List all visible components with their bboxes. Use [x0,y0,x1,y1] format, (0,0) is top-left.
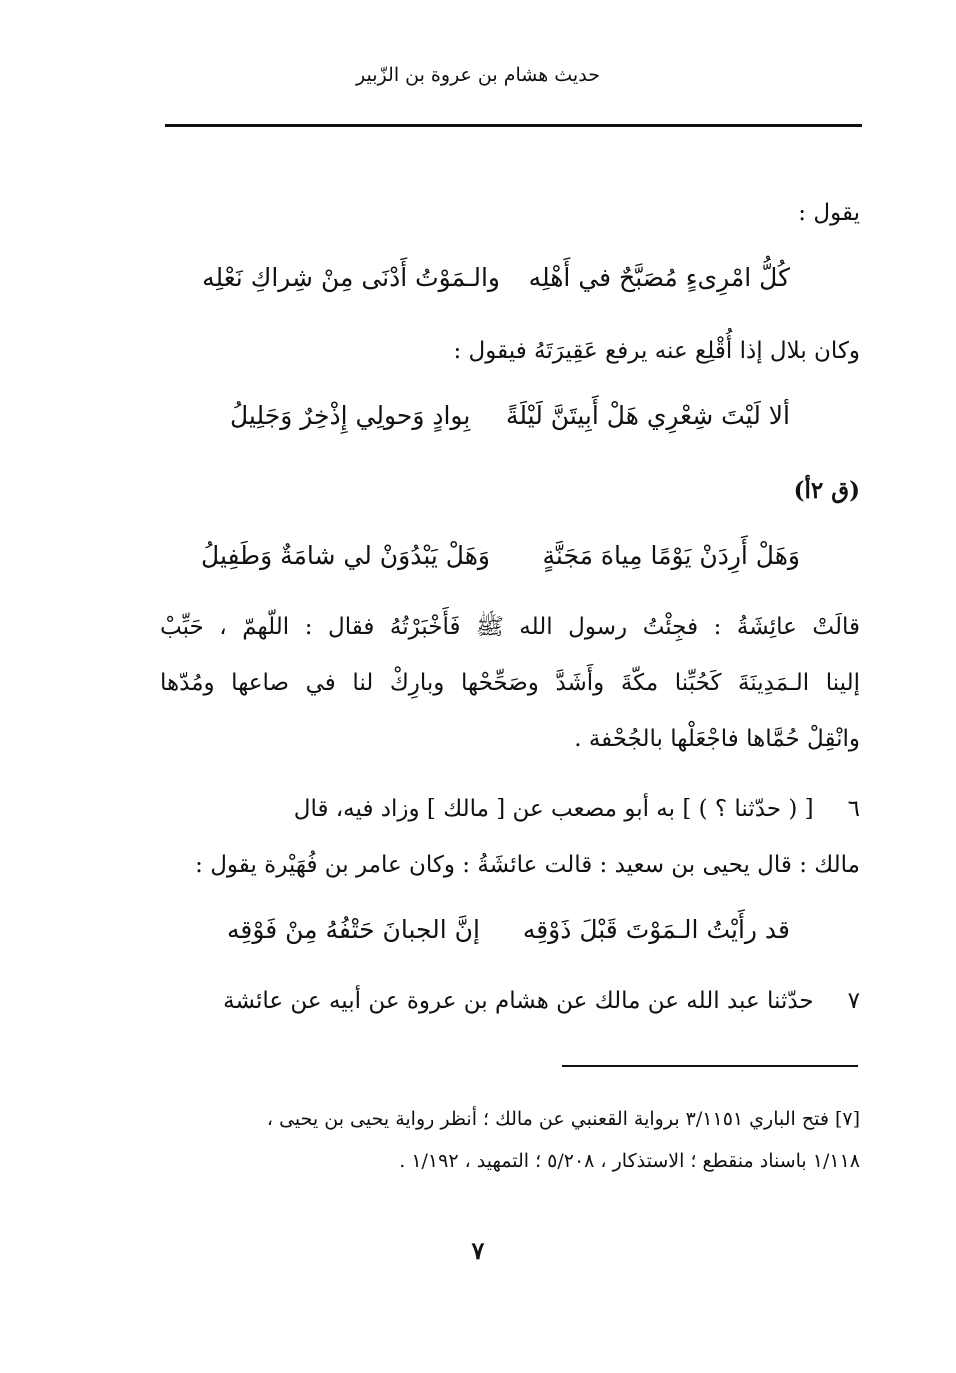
verse1-left-hemistich: والـمَوْتُ أَدْنَى مِنْ شِراكِ نَعْلِه [202,263,500,292]
footnote-rule [562,1065,858,1067]
footnote-line-2: ١/١١٨ باسناد منقطع ؛ الاستذكار ، ٥/٢٠٨ ؛ التمهيد ، ١/١٩٢ . [399,1150,860,1172]
aisha-line-3: وانْقِلْ حُمَّاها فاجْعَلْها بالجُحْفة . [574,726,860,752]
verse3-right-hemistich: وَهَلْ أَرِدَنْ يَوْمًا مِياهَ مَجَنَّةٍ [542,541,800,570]
verse4-left-hemistich: إنَّ الجبانَ حَتْفُهُ مِنْ فَوْقِه [226,915,480,944]
hadith-7-text: حدّثنا عبد الله عن مالك عن هشام بن عروة عن أبيه عن عائشة [223,988,814,1014]
running-title: حديث هشام بن عروة بن الزّبير [356,64,600,86]
hadith-6-number: ٦ [847,796,860,822]
folio-marker: (ق ٢أ) [793,477,860,504]
header-rule [165,124,862,127]
aisha-line-1: قالَتْ عائِشَةُ : فجِئْتُ رسول الله ﷺ فَأَخْبَرْتُهُ فقال : اللّهمّ ، حَبِّبْ [160,614,860,640]
verse4-right-hemistich: قد رأَيْتُ الـمَوْتَ قَبْلَ ذَوْقِه [522,915,790,944]
hadith-7-line [160,984,860,1018]
page-number: ٧ [471,1236,485,1265]
verse2-right-hemistich: ألا لَيْتَ شِعْرِي هَلْ أَبِيتَنَّ لَيْلَةً [506,401,790,430]
verse2-left-hemistich: بِوادٍ وَحولِي إِذْخِرٌ وَجَلِيلُ [230,401,471,430]
hadith-6-line-1 [160,792,860,826]
verse1-right-hemistich: كُلُّ امْرِىءٍ مُصَبَّحٌ في أَهْلِه [528,263,790,292]
aisha-line-2: إلينا الـمَدِينَةَ كَحُبِّنا مكّةَ وأَشَدَّ وصَحِّحْها وبارِكْ لنا في صاعها ومُدّها [160,670,860,696]
says-label: يقول : [798,200,860,226]
footnote-line-1: [٧] فتح الباري ٣/١١٥١ برواية القعنبي عن مالك ؛ أنظر رواية يحيى بن يحيى ، [266,1108,860,1130]
hadith-6-line-2: مالك : قال يحيى بن سعيد : قالت عائشَةُ : وكان عامر بن فُهَيْرة يقول : [195,852,860,878]
verse3-left-hemistich: وَهَلْ يَبْدُوَنْ لي شامَةٌ وَطَفِيلُ [201,541,490,570]
bilal-line: وكان بلال إذا أُقْلِع عنه يرفع عَقِيرَتَهُ فيقول : [453,338,860,364]
hadith-7-number: ٧ [847,988,860,1014]
hadith-6-text-1: [ ( حدّثنا ؟ ) ] به أبو مصعب عن [ مالك ] وزاد فيه، قال [293,796,814,822]
